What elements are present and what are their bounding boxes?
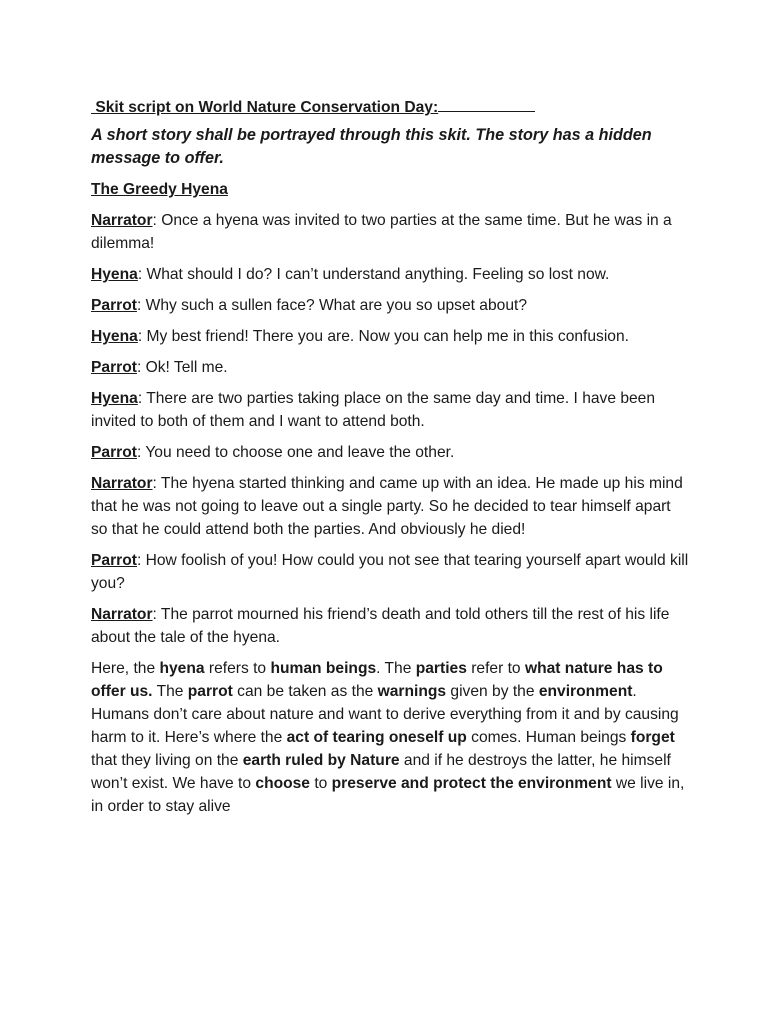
moral-text: that they living on the xyxy=(91,752,243,769)
dialogue-text: : You need to choose one and leave the other. xyxy=(136,444,455,461)
speaker-name: Narrator xyxy=(91,475,153,492)
speaker-name: Parrot xyxy=(91,444,137,461)
speaker-name: Narrator xyxy=(91,212,153,229)
moral-emphasis: earth ruled by Nature xyxy=(242,752,400,769)
moral-text: The xyxy=(152,683,188,700)
dialogue-line xyxy=(91,325,691,348)
moral-text: comes. Human beings xyxy=(466,729,631,746)
speaker-name: Parrot xyxy=(91,552,137,569)
moral-text: to xyxy=(309,775,332,792)
moral-text: can be taken as the xyxy=(232,683,378,700)
dialogue-line xyxy=(91,209,691,255)
speaker-name: Hyena xyxy=(91,266,138,283)
dialogue-line xyxy=(91,441,691,464)
moral-text: Here, the xyxy=(91,660,160,677)
moral-emphasis: forget xyxy=(630,729,675,746)
story-title: The Greedy Hyena xyxy=(91,181,228,198)
dialogue-list xyxy=(91,209,691,649)
dialogue-line xyxy=(91,263,691,286)
dialogue-text: : Why such a sullen face? What are you so upset about? xyxy=(136,297,528,314)
moral-emphasis: hyena xyxy=(159,660,205,677)
moral-emphasis: what nature has to offer us. xyxy=(91,660,663,700)
dialogue-text: : Once a hyena was invited to two parties at the same time. But he was in a dilemma! xyxy=(91,212,672,252)
moral-emphasis: choose xyxy=(255,775,310,792)
moral-emphasis: parties xyxy=(415,660,467,677)
intro-paragraph: A short story shall be portrayed through this skit. The story has a hidden message to offer. xyxy=(91,126,652,167)
moral-text: given by the xyxy=(446,683,539,700)
moral-emphasis: parrot xyxy=(187,683,233,700)
dialogue-text: : What should I do? I can’t understand anything. Feeling so lost now. xyxy=(137,266,610,283)
moral-text: we live in, in order to stay alive xyxy=(91,775,685,815)
moral-emphasis: preserve and protect the environment xyxy=(331,775,612,792)
document-heading xyxy=(91,96,691,119)
moral-text: and if he destroys the latter, he himself won’t exist. We have to xyxy=(91,752,671,792)
dialogue-text: : The hyena started thinking and came up with an idea. He made up his mind that he was not going to leave out a single party. So he decided to tear himself apart so that he could attend both the parties. And obviously he died! xyxy=(91,475,683,538)
dialogue-line xyxy=(91,387,691,433)
moral-paragraph xyxy=(91,657,691,818)
speaker-name: Hyena xyxy=(91,390,138,407)
moral-text: refer to xyxy=(466,660,525,677)
moral-text: . The xyxy=(376,660,416,677)
dialogue-line xyxy=(91,549,691,595)
heading-text: Skit script on World Nature Conservation Day: xyxy=(91,99,439,116)
moral-emphasis: warnings xyxy=(377,683,447,700)
dialogue-text: : The parrot mourned his friend’s death and told others till the rest of his life about the tale of the hyena. xyxy=(91,606,670,646)
moral-text: refers to xyxy=(204,660,271,677)
moral-emphasis: human beings xyxy=(270,660,377,677)
speaker-name: Parrot xyxy=(91,297,137,314)
heading-underline-tail xyxy=(438,97,535,112)
moral-emphasis: act of tearing oneself up xyxy=(286,729,467,746)
dialogue-line xyxy=(91,603,691,649)
dialogue-line xyxy=(91,356,691,379)
moral-text: . Humans don’t care about nature and want to derive everything from it and by causing harm to it. Here’s where the xyxy=(91,683,679,746)
dialogue-text: : Ok! Tell me. xyxy=(136,359,228,376)
speaker-name: Hyena xyxy=(91,328,138,345)
dialogue-line xyxy=(91,472,691,541)
dialogue-text: : My best friend! There you are. Now you can help me in this confusion. xyxy=(137,328,629,345)
dialogue-text: : There are two parties taking place on the same day and time. I have been invited to both of them and I want to attend both. xyxy=(91,390,656,430)
speaker-name: Parrot xyxy=(91,359,137,376)
moral-emphasis: environment xyxy=(538,683,633,700)
dialogue-text: : How foolish of you! How could you not see that tearing yourself apart would kill you? xyxy=(91,552,689,592)
speaker-name: Narrator xyxy=(91,606,153,623)
dialogue-line xyxy=(91,294,691,317)
document-page xyxy=(91,96,691,818)
